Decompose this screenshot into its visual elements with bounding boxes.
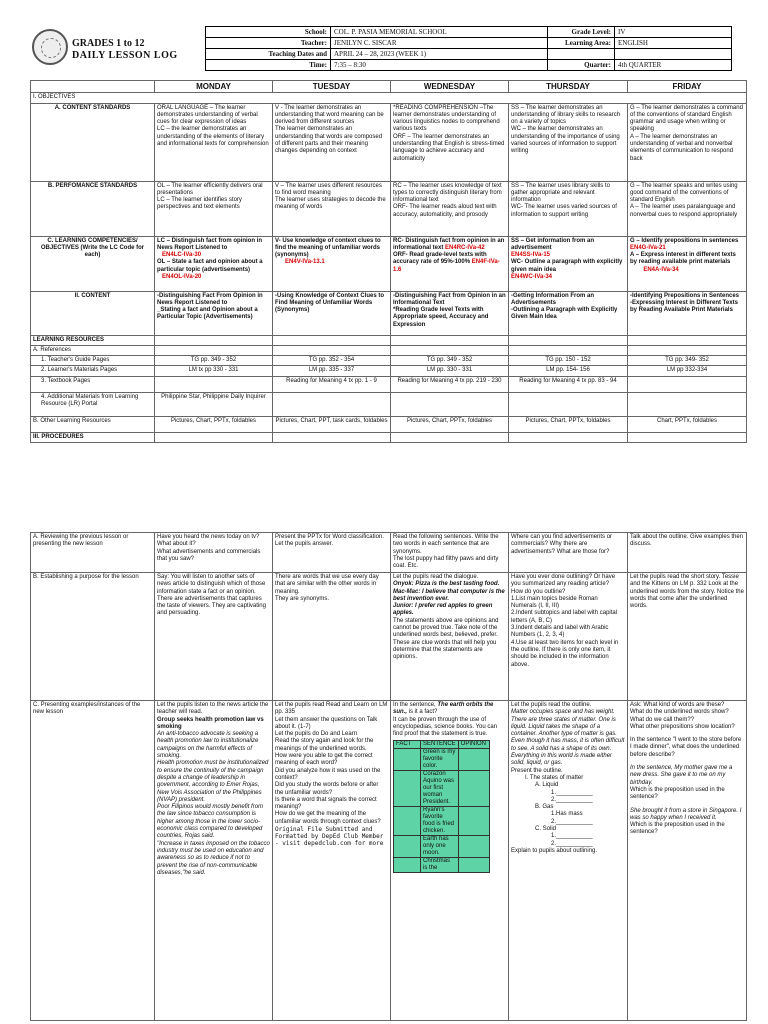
proc-c-thursday <box>509 701 628 1021</box>
tg-monday: TG pp. 349 - 352 <box>155 356 273 366</box>
lc-text: ORF- Read grade-level texts with accuracy rate of 95%-100% <box>393 252 487 266</box>
proc-c-friday <box>628 701 747 1021</box>
school-value: COL. P. PASIA MEMORIAL SCHOOL <box>331 27 548 38</box>
sentence-header: SENTENCE <box>421 741 459 749</box>
content-standards-label: A. CONTENT STANDARDS <box>31 103 155 181</box>
lc-tuesday <box>273 236 391 291</box>
dll-table-page1 <box>30 80 747 443</box>
preposition-sentence: In the sentence, My mother gave me a new dress. She gave it to me on my birthday. <box>630 765 733 786</box>
fact-cell <box>394 807 421 836</box>
outline-item: 2.___________ <box>551 796 593 803</box>
fact-cell <box>394 771 421 807</box>
dialogue-intro: Let the pupils read the dialogue. <box>393 574 479 580</box>
empty-cell <box>391 345 509 355</box>
lc-text: SS – Get information from an advertisement <box>511 237 595 251</box>
day-friday: FRIDAY <box>628 81 747 93</box>
sentence-cell: Ryann's favorite food is fried chicken. <box>421 807 459 836</box>
lc-code: EN4SS-IVa-15 <box>511 252 551 259</box>
day-tuesday: TUESDAY <box>273 81 391 93</box>
empty-cell <box>615 49 732 60</box>
proc-a-label: A. Reviewing the previous lesson or presenting the new lesson <box>31 533 155 573</box>
lc-code: EN4G-IVa-21 <box>630 244 666 251</box>
lm-wednesday: LM pp. 330 - 331 <box>391 366 509 376</box>
depedclub-watermark: Original File Submitted and Formatted by DepEd Club Member - visit depedclub.com for more <box>275 826 384 848</box>
opinion-header: OPINION <box>458 741 489 749</box>
empty-cell <box>273 335 391 345</box>
sentence-cell: Earth has only one moon. <box>421 836 459 858</box>
fact-explanation: is it a fact? It can be proven through the use of encyclopedias, science books. You can find proof that the statement is true. <box>393 709 498 738</box>
olr-tuesday: Pictures, Chart, PPT, task cards, foldables <box>273 416 391 432</box>
opinion-cell <box>458 836 489 858</box>
fact-cell <box>394 858 421 873</box>
outline-end: Explain to pupils about outlining. <box>511 847 598 854</box>
objectives-heading: I. OBJECTIVES <box>31 93 747 103</box>
outline-item: I. The states of matter <box>525 774 584 781</box>
proc-a-tuesday: Present the PPTx for Word classification. Let the pupils answer. <box>273 533 391 573</box>
performance-standards-label: B. PERFOMANCE STANDARDS <box>31 181 155 236</box>
empty-cell <box>509 335 628 345</box>
cs-wednesday: *READING COMPREHENSION –The learner demonstrates understanding of various linguistics nodes to comprehend various texts ORF – The learner demonstrates an understanding that English is stress-timed language to achieve accuracy and automaticity <box>391 103 509 181</box>
cs-monday: ORAL LANGUAGE – The learner demonstrates understanding of verbal cues for clear expression of ideas LC – the learner demonstrates an understanding of the elements of literary and informational texts for comprehension <box>155 103 273 181</box>
lm-friday: LM pp 332-334 <box>628 366 747 376</box>
tg-thursday: TG pp. 150 - 152 <box>509 356 628 366</box>
news-body: An anti-tobacco advocate is seeking a health promotion law to institutionalize campaigns on the harmful effects of smoking. Health promotion must be institutionalized to ensure the continuity of the campaign despite a change of leadership in government, according to Emer Rojas, New Vois Association of the Philippines (NVAP) president. Poor Filipinos would mostly benefit from the law since tobacco consumption is higher among those in the lower socio-economic class compared to developed countries, Rojas said. "Increase in taxes imposed on the tobacco industry must be used on education and awareness so as to reduce if not to prevent the rise of non-communicable diseases,"he said. <box>157 731 270 876</box>
ps-friday: G – The learner speaks and writes using good command of the conventions of standard English A – The learner uses paralanguage and nonverbal cues to respond appropriately <box>628 181 747 236</box>
olr-thursday: Pictures, Chart, PPTx, foldables <box>509 416 628 432</box>
sentence-cell: Green is my favorite color. <box>421 749 459 771</box>
empty-cell <box>548 49 615 60</box>
news-intro: Let the pupils listen to the news article the teacher will read. <box>157 702 269 716</box>
lc-code: EN4V-IVa-13.1 <box>285 259 325 266</box>
empty-cell <box>628 432 747 442</box>
procedures-label: III. PROCEDURES <box>31 432 155 442</box>
teacher-value: JENILYN C. SISCAR <box>331 38 548 49</box>
outline-item: 2.___________ <box>551 818 593 825</box>
lc-wednesday <box>391 236 509 291</box>
empty-cell <box>628 345 747 355</box>
grade-label: Grade Level: <box>548 27 615 38</box>
cs-friday: G – The learner demonstrates a command of the conventions of standard English grammar and usage when writing or speaking A – The learner demonstrates an understanding of verbal and nonverbal elements of communication to respond back <box>628 103 747 181</box>
am-thursday <box>509 392 628 416</box>
dll-page-2 <box>0 530 768 1024</box>
proc-c-tuesday <box>273 701 391 1021</box>
am-friday <box>628 392 747 416</box>
proc-a-friday: Talk about the outline. Give examples then discuss. <box>628 533 747 573</box>
lc-text: LC – Distinguish fact from opinion in News Report Listened to <box>157 237 262 251</box>
outline-present: Present the outline. <box>511 767 563 774</box>
am-wednesday <box>391 392 509 416</box>
lc-code: EN4WC-IVa-34 <box>511 274 553 281</box>
proc-b-thursday: Have you ever done outlining? Or have you summarized any reading article? How do you outline? 1.List main topics beside Roman Numerals (I, II, III) 2.Indent subtopics and label with capital letters (A, B, C) 3.Indent details and label with Arabic Numbers (1, 2, 3, 4) 4.Use at least two items for each level in the outline. If there is only one item, it should be included in the information above. <box>509 573 628 701</box>
empty-cell <box>273 345 391 355</box>
lc-code: EN4F-IVa-1.6 <box>393 259 500 273</box>
cs-thursday: SS – The learner demonstrates an understanding of library skills to research on a variety of topics WC – the learner demonstrates an understanding of the importance of using varied sources of information to support writing <box>509 103 628 181</box>
title-grades: GRADES 1 to 12 <box>72 38 145 49</box>
proc-b-friday: Let the pupils read the short story. Tessie and the Kittens on LM p. 332 Look at the underlined words from the story. Notice the words that come after the underlined words. <box>628 573 747 701</box>
content-thursday: -Getting Information From an Advertisements -Outlining a Paragraph with Explicitly Given Main Idea <box>509 291 628 335</box>
outline-item: A. Liquid <box>535 782 559 789</box>
content-friday: -Identifying Prepositions in Sentences -Expressing Interest in Different Texts by Reading Available Print Materials <box>628 291 747 335</box>
tx-wednesday: Reading for Meaning 4 tx pp. 219 - 230 <box>391 376 509 392</box>
empty-cell <box>509 345 628 355</box>
day-wednesday: WEDNESDAY <box>391 81 509 93</box>
preposition-sentence: She brought it from a store in Singapore. I was so happy when I received it. <box>630 807 742 821</box>
opinion-cell <box>458 749 489 771</box>
school-label: School: <box>206 27 331 38</box>
proc-a-wednesday: Read the following sentences. Write the two words in each sentence that are synonyms. The lost puppy had filthy paws and dirty coat. Etc. <box>391 533 509 573</box>
olr-friday: Chart, PPTx, foldables <box>628 416 747 432</box>
lc-text: OL – State a fact and opinion about a particular topic (advertisements) <box>157 259 263 273</box>
preposition-questions: Ask: What kind of words are these? What do the underlined words show? What do we call them?? What other prepositions show location? <box>630 702 735 730</box>
lc-text: RC- Distinguish fact from opinion in an informational text <box>393 237 505 251</box>
additional-materials-label: 4. Additional Materials from Learning Resource (LR) Portal <box>31 392 155 416</box>
content-wednesday: -Distinguishing Fact from Opinion in an Informational Text *Reading Grade level Texts with Appropriate speed, Accuracy and Expression <box>391 291 509 335</box>
dates-label: Teaching Dates and <box>206 49 331 60</box>
lm-label: 2. Learner's Materials Pages <box>31 366 155 376</box>
proc-c-wednesday <box>391 701 509 1021</box>
matter-paragraph: Matter occupies space and has weight. There are three states of matter. One is liquid. Liquid takes the shape of a container. Another type of matter is gas. Even though it has mass, it is often difficult to see. A solid has a shape of its own. Everything in this world is made either solid, liquid, or gas. <box>511 709 625 767</box>
empty-cell <box>391 335 509 345</box>
lc-text: G – Identify prepositions in sentences <box>630 237 739 244</box>
ps-monday: OL – The learner efficiently delivers oral presentations LC – The learner identifies story perspectives and text elements <box>155 181 273 236</box>
proc-c-monday <box>155 701 273 1021</box>
lc-thursday <box>509 236 628 291</box>
title-dll: DAILY LESSON LOG <box>72 50 178 61</box>
outline-intro: Let the pupils read the outline. <box>511 702 592 708</box>
fact-sentence: The earth orbits the sun., <box>393 702 494 716</box>
header-info-table <box>205 26 732 71</box>
area-label: Learning Area: <box>548 38 615 49</box>
proc-c-label: C. Presenting examples/instances of the new lesson <box>31 701 155 1021</box>
references-label: A. References <box>31 345 155 355</box>
tg-label: 1. Teacher's Guide Pages <box>31 356 155 366</box>
tx-tuesday: Reading for Meaning 4 tx pp. 1 - 9 <box>273 376 391 392</box>
proc-b-label: B. Establishing a purpose for the lesson <box>31 573 155 701</box>
textbook-label: 3. Textbook Pages <box>31 376 155 392</box>
empty-cell <box>509 432 628 442</box>
dll-header <box>30 26 745 76</box>
olr-monday: Pictures, Chart, PPTx, foldables <box>155 416 273 432</box>
lm-thursday: LM pp. 154- 156 <box>509 366 628 376</box>
quarter-label: Quarter: <box>548 60 615 71</box>
quarter-value: 4th QUARTER <box>615 60 732 71</box>
corner-cell <box>31 81 155 93</box>
learning-resources-label: LEARNING RESOURCES <box>31 335 155 345</box>
competencies-label: C. LEARNING COMPETENCIES/ OBJECTIVES (Write the LC Code for each) <box>31 236 155 291</box>
area-value: ENGLISH <box>615 38 732 49</box>
lc-text: A – Express interest in different texts by reading available print materials <box>630 252 736 266</box>
lc-text: V- Use knowledge of context clues to find the meaning of unfamiliar words (synonyms) <box>275 237 381 259</box>
dates-value: APRIL 24 – 28, 2023 (WEEK 1) <box>331 49 548 60</box>
proc-b-tuesday: There are words that we use every day that are similar with the other words in meaning. They are synonyms. <box>273 573 391 701</box>
deped-seal-icon <box>32 29 68 65</box>
proc-a-monday: Have you heard the news today on tv? What about it? What advertisements and commercials that you saw? <box>155 533 273 573</box>
ps-tuesday: V – The learner uses different resources to find word meaning The learner uses strategies to decode the meaning of words <box>273 181 391 236</box>
opinion-cell <box>458 771 489 807</box>
empty-cell <box>273 432 391 442</box>
outline-item: 1.___________ <box>551 833 593 840</box>
empty-cell <box>155 345 273 355</box>
outline-item: 1.Has mass <box>551 811 583 818</box>
fact-header: FACT <box>394 741 421 749</box>
outline-item: 2.___________ <box>551 840 593 847</box>
outline-list <box>511 775 625 848</box>
lc-friday <box>628 236 747 291</box>
content-monday: -Distinguishing Fact From Opinion in News Report Listened to _Stating a fact and Opinion about a Particular Topic (Advertisements) <box>155 291 273 335</box>
olr-wednesday: Pictures, Chart, PPTx, foldables <box>391 416 509 432</box>
ps-wednesday: RC – The learner uses knowledge of text types to correctly distinguish literary from informational text ORF- The learner reads aloud text with accuracy, automaticity, and prosody <box>391 181 509 236</box>
teacher-label: Teacher: <box>206 38 331 49</box>
ps-thursday: SS – The learner uses library skills to gather appropriate and relevant information WC- The learner uses varied sources of information to support writing <box>509 181 628 236</box>
dialogue-explanation: The statements above are opinions and cannot be proved true. Take note of the underlined words best, believed, prefer. These are clue words that will help you determine that the statements are opinions. <box>393 617 499 661</box>
fact-cell <box>394 749 421 771</box>
preposition-question: Which is the preposition used in the sentence? <box>630 822 725 836</box>
other-resources-label: B. Other Learning Resources <box>31 416 155 432</box>
empty-cell <box>155 432 273 442</box>
context-clues-steps: Let the pupils read Read and Learn on LM pp. 335 Let them answer the questions on Talk about it. (1-7) Let the pupils do Do and Learn Read the story again and look for the meanings of the underlined words. How were you able to get the correct meaning of each word? Did you analyze how it was used on the context? Did you study the words before or after the unfamiliar words? Is there a word that signals the correct meaning? How do we get the meaning of the unfamiliar words through context clues? <box>275 702 388 825</box>
fact-intro: In the sentence, <box>393 702 438 708</box>
outline-item: C. Solid <box>535 826 557 833</box>
am-tuesday <box>273 392 391 416</box>
tx-monday <box>155 376 273 392</box>
day-monday: MONDAY <box>155 81 273 93</box>
preposition-question: Which is the preposition used in the sentence? <box>630 786 725 801</box>
fact-cell <box>394 836 421 858</box>
dll-table-page2 <box>30 532 747 1021</box>
tg-tuesday: TG pp. 352 - 354 <box>273 356 391 366</box>
am-monday: Philippine Star, Philippine Daily Inquirer <box>155 392 273 416</box>
empty-cell <box>155 335 273 345</box>
content-tuesday: -Using Knowledge of Context Clues to Find Meaning of Unfamiliar Words (Synonyms) <box>273 291 391 335</box>
dll-page-1 <box>0 0 768 470</box>
content-label: II. CONTENT <box>31 291 155 335</box>
empty-cell <box>628 335 747 345</box>
preposition-sentence: In the sentence "I went to the store before I made dinner", what does the underlined before describe? <box>630 737 742 758</box>
cs-tuesday: V - The learner demonstrates an understanding that word meaning can be derived from different sources The learner demonstrates an understanding that words are composed of different parts and their meaning changes depending on context <box>273 103 391 181</box>
outline-item: 1.___________ <box>551 789 593 796</box>
time-value: 7:35 – 8:30 <box>331 60 548 71</box>
proc-b-wednesday <box>391 573 509 701</box>
sentence-cell: Corazon Aquino was our first woman President. <box>421 771 459 807</box>
tx-friday <box>628 376 747 392</box>
lc-code: EN4RC-IVa-42 <box>445 244 485 251</box>
tg-friday: TG pp. 349- 352 <box>628 356 747 366</box>
fact-opinion-table <box>393 740 490 873</box>
lm-monday: LM tx pp 330 - 331 <box>155 366 273 376</box>
grade-value: IV <box>615 27 732 38</box>
lc-text: WC- Outline a paragraph with explicitly given main idea <box>511 259 623 273</box>
lc-code: EN4OL-IVa-20 <box>162 274 202 281</box>
outline-item: B. Gas <box>535 804 554 811</box>
lc-monday <box>155 236 273 291</box>
proc-b-monday: Say: You will listen to another sets of news article to distinguish which of those information state a fact or an opinion. There are advertisements that captures the taste of viewers. They are captivating and persuading. <box>155 573 273 701</box>
lc-code: EN4LC-IVa-30 <box>162 252 202 259</box>
sentence-cell: Christmas is the <box>421 858 459 873</box>
opinion-cell <box>458 807 489 836</box>
proc-a-thursday: Where can you find advertisements or commercials? Why there are advertisements? What are those for? <box>509 533 628 573</box>
lc-code: EN4A-IVa-34 <box>643 266 679 273</box>
lm-tuesday: LM pp. 335 - 337 <box>273 366 391 376</box>
day-thursday: THURSDAY <box>509 81 628 93</box>
time-label: Time: <box>206 60 331 71</box>
empty-cell <box>391 432 509 442</box>
news-title: Group seeks health promotion law vs smoking <box>157 716 264 730</box>
tx-thursday: Reading for Meaning 4 tx pp. 83 - 94 <box>509 376 628 392</box>
dialogue-text: Onyok: Pizza is the best tasting food. Mac-Mac: I believe that computer is the best invention ever. Junior: I prefer red apples to green apples. <box>393 581 505 617</box>
tg-wednesday: TG pp. 349 - 352 <box>391 356 509 366</box>
opinion-cell <box>458 858 489 873</box>
